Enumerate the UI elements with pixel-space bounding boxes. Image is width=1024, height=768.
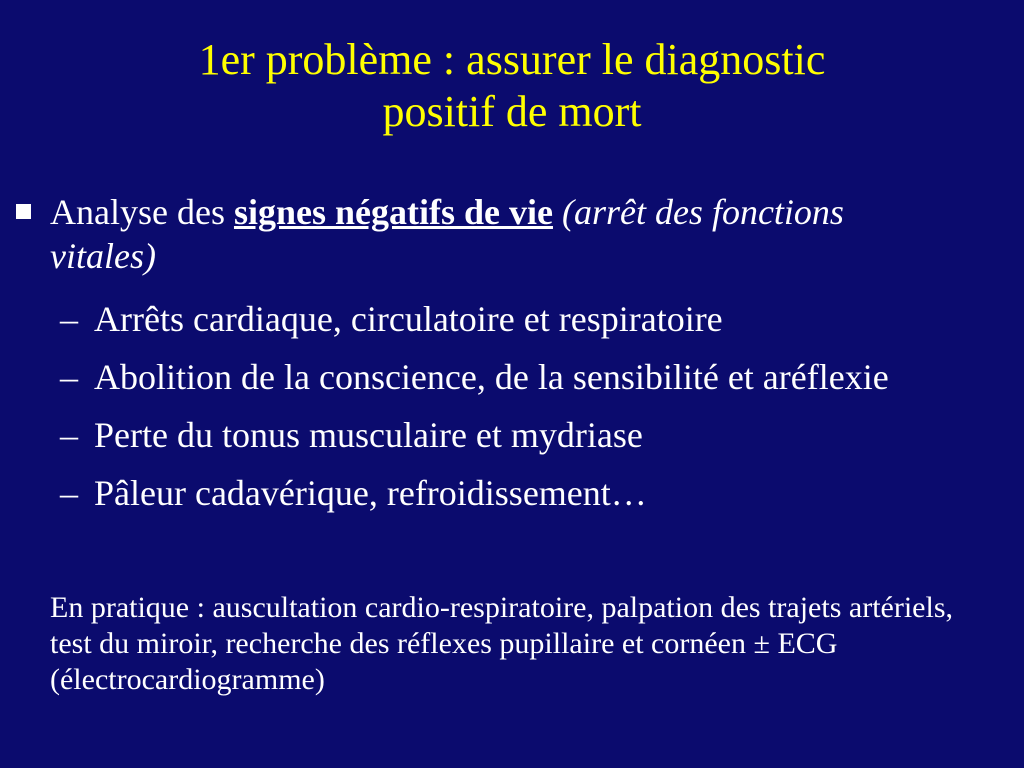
sub-bullet-text: Pâleur cadavérique, refroidissement… [94, 473, 647, 513]
sub-bullet-item [60, 297, 960, 341]
dash-icon: – [60, 357, 78, 397]
dash-icon: – [60, 473, 78, 513]
slide-title [40, 34, 984, 138]
bullet-lead: Analyse des [50, 192, 234, 232]
dash-icon: – [60, 299, 78, 339]
title-line-1: 1er problème : assurer le diagnostic [198, 35, 826, 84]
practice-note: En pratique : auscultation cardio-respiratoire, palpation des trajets artériels, test du miroir, recherche des réflexes pupillaire et cornéen ± ECG (électrocardiogramme) [50, 591, 953, 696]
sub-bullet-item [60, 413, 960, 457]
sub-bullet-list [60, 297, 960, 529]
dash-icon: – [60, 415, 78, 455]
sub-bullet-item [60, 471, 960, 515]
bullet-emphasis: signes négatifs de vie [233, 192, 553, 232]
bullet-italic: (arrêt des fonctions vitales) [50, 192, 844, 276]
sub-bullet-text: Arrêts cardiaque, circulatoire et respiratoire [94, 299, 723, 339]
main-bullet-text [50, 190, 912, 278]
sub-bullet-item [60, 355, 960, 399]
sub-bullet-text: Perte du tonus musculaire et mydriase [94, 415, 643, 455]
sub-bullet-text: Abolition de la conscience, de la sensibilité et aréflexie [94, 357, 889, 397]
square-bullet-icon [16, 204, 31, 219]
title-line-2: positif de mort [382, 87, 642, 136]
bullet-space [553, 192, 562, 232]
main-bullet [12, 190, 912, 278]
